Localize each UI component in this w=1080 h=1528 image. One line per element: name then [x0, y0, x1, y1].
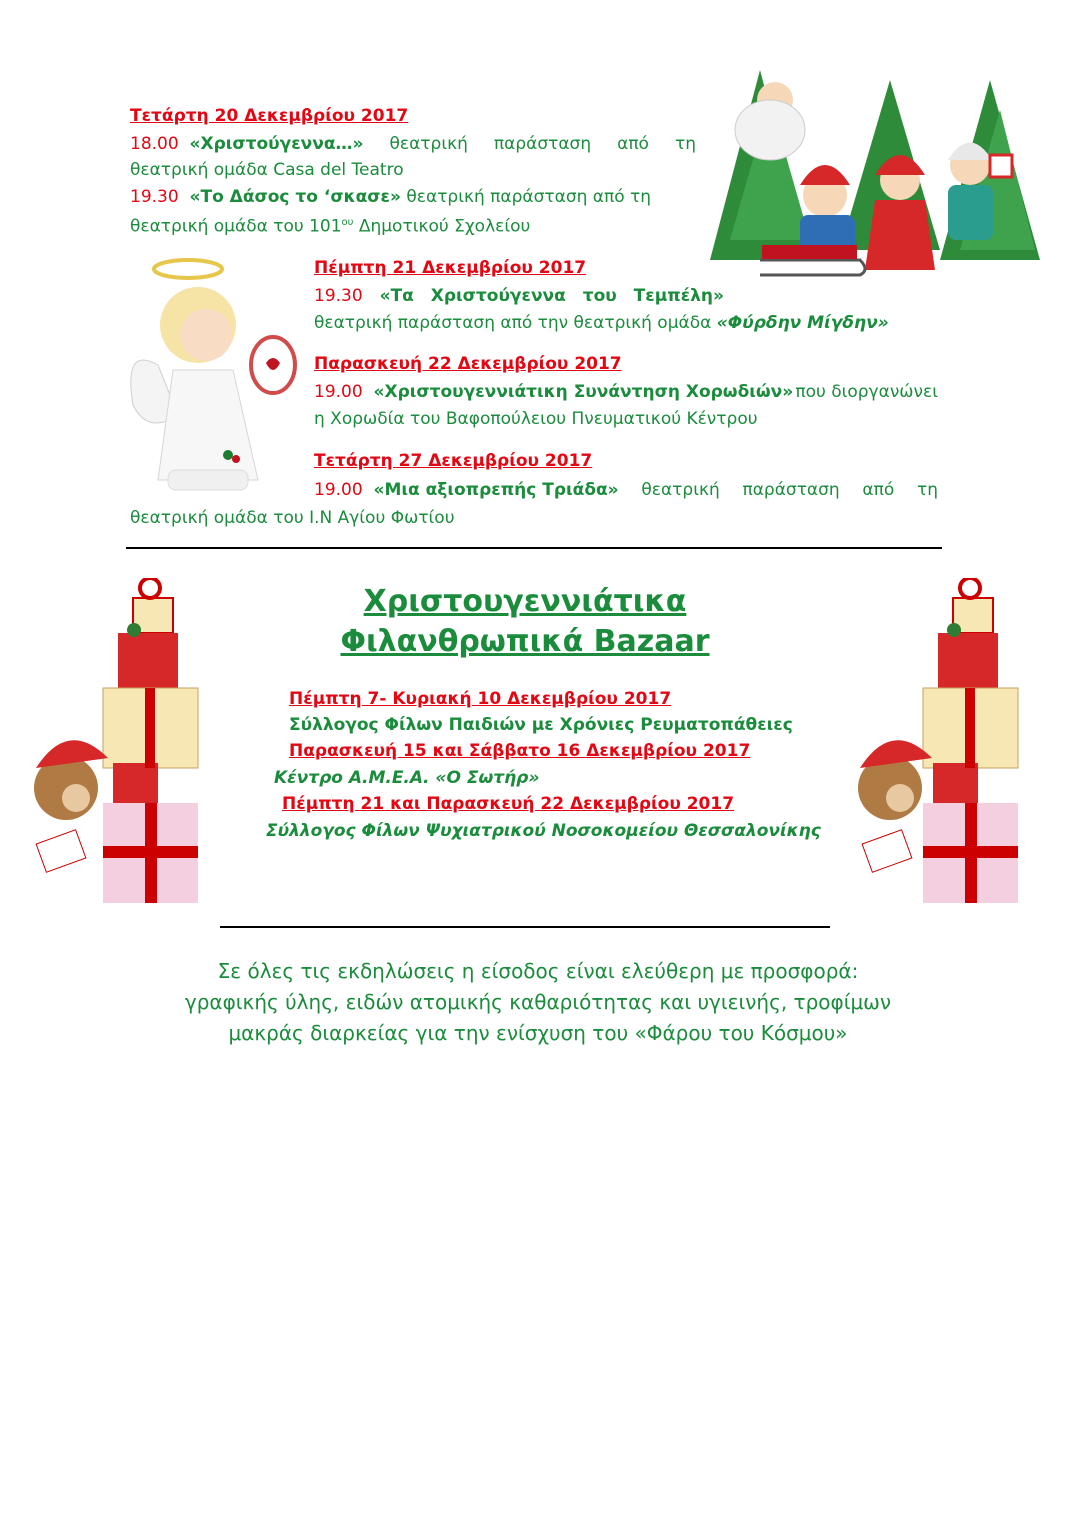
event-description: που διοργανώνει [795, 382, 938, 402]
footer-note-line2: γραφικής ύλης, ειδών ατομικής καθαριότητας και υγιεινής, τροφίμων [184, 990, 892, 1014]
bazaar-organizer: Σύλλογος Φίλων Ψυχιατρικού Νοσοκομείου Θεσσαλονίκης [266, 821, 821, 841]
section-divider [126, 547, 942, 549]
event-title: «Μια αξιοπρεπής Τριάδα» [373, 480, 619, 500]
teddy-bear-gifts-illustration [28, 578, 208, 908]
event-description: θεατρική ομάδα του Ι.Ν Αγίου Φωτίου [130, 508, 455, 528]
text-word: παράσταση [742, 480, 840, 500]
event-time: 19.00 [314, 480, 363, 500]
event-time: 19.00 [314, 382, 363, 402]
children-sled-illustration [700, 60, 1040, 295]
text-word: παράσταση [493, 134, 592, 154]
event-date-21-dec: Πέμπτη 21 Δεκεμβρίου 2017 [314, 258, 587, 278]
event-date-22-dec: Παρασκευή 22 Δεκεμβρίου 2017 [314, 354, 622, 374]
bazaar-date: Παρασκευή 15 και Σάββατο 16 Δεκεμβρίου 2017 [289, 741, 751, 761]
teddy-bear-gifts-illustration [858, 578, 1038, 908]
event-description: θεατρική ομάδα του $101^{o\upsilon}$ Δημοτικού Σχολείου [130, 216, 531, 237]
event-time: 19.30 [130, 187, 179, 207]
text-word: τη [674, 134, 696, 154]
event-item-line [314, 379, 938, 405]
bazaar-organizer: Σύλλογος Φίλων Παιδιών με Χρόνιες Ρευματοπάθειες [289, 715, 793, 735]
bazaar-title-line2: Φιλανθρωπικά Bazaar [340, 624, 710, 659]
event-title-word: Χριστούγεννα [430, 286, 566, 306]
bazaar-date: Πέμπτη 21 και Παρασκευή 22 Δεκεμβρίου 2017 [282, 794, 735, 814]
event-time: 19.30 [314, 286, 363, 306]
event-item-line [314, 477, 938, 503]
footer-note-line3: μακράς διαρκείας για την ενίσχυση του «Φάρου του Κόσμου» [228, 1021, 848, 1045]
event-title-word: Τεμπέλη» [633, 286, 724, 306]
bazaar-date: Πέμπτη 7- Κυριακή 10 Δεκεμβρίου 2017 [289, 689, 672, 709]
event-description: θεατρική παράσταση από την θεατρική ομάδα «Φύρδην Μίγδην» [314, 313, 889, 333]
event-item-line [130, 131, 696, 157]
event-time: 18.00 [130, 134, 179, 154]
text-word: από [617, 134, 649, 154]
event-title-word: «Τα [379, 286, 414, 306]
event-title: «Χριστουγεννιάτικη Συνάντηση Χορωδιών» [373, 382, 794, 402]
event-date-20-dec: Τετάρτη 20 Δεκεμβρίου 2017 [130, 106, 409, 126]
event-item-line [314, 283, 724, 309]
text-word: τη [916, 480, 938, 500]
footer-note-line1: Σε όλες τις εκδηλώσεις η είσοδος είναι ελεύθερη με προσφορά: [217, 959, 859, 983]
bazaar-title-line1: Χριστουγεννιάτικα [363, 584, 687, 619]
bazaar-organizer: Κέντρο Α.Μ.Ε.Α. «Ο Σωτήρ» [274, 768, 540, 788]
event-group: «Φύρδην Μίγδην» [716, 313, 889, 333]
event-date-27-dec: Τετάρτη 27 Δεκεμβρίου 2017 [314, 451, 593, 471]
event-title: «Χριστούγεννα…» [189, 134, 364, 154]
event-title: «Το Δάσος το ‘σκασε» [189, 187, 401, 207]
angel-illustration [128, 255, 308, 500]
event-description: θεατρική ομάδα Casa del Teatro [130, 160, 404, 180]
section-divider [220, 926, 830, 928]
text-word: θεατρική [389, 134, 468, 154]
text-word: από [862, 480, 895, 500]
event-description: θεατρική παράσταση από τη [406, 187, 652, 207]
event-title-word: του [582, 286, 617, 306]
event-description: η Χορωδία του Βαφοπούλειου Πνευματικού Κέντρου [314, 409, 758, 429]
text-word: θεατρική [641, 480, 720, 500]
event-item-line [130, 184, 651, 210]
